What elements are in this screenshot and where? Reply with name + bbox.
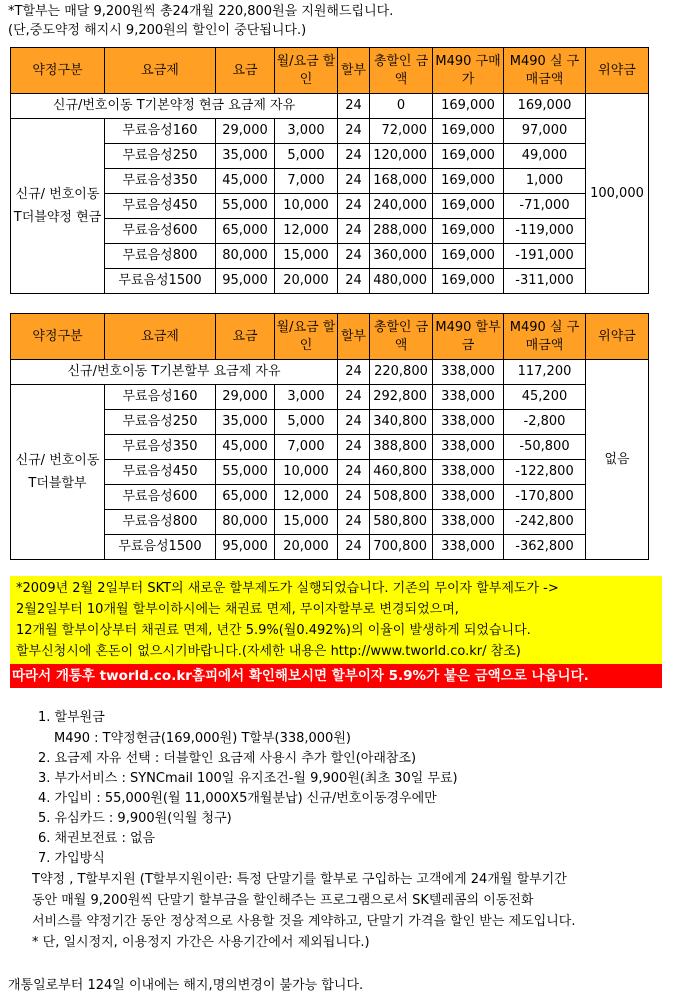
discount-cell: 5,000 — [275, 144, 338, 169]
actual-price-cell: -311,000 — [504, 269, 586, 294]
table-row — [11, 244, 649, 269]
discount-cell: 5,000 — [275, 410, 338, 435]
item-text: 할부원금 — [54, 710, 105, 725]
table-row — [11, 119, 649, 144]
header-cell: 약정구분 — [11, 314, 105, 360]
months-cell: 24 — [338, 219, 370, 244]
item-text: 채권보전료 : 없음 — [54, 831, 156, 846]
price-cell: 169,000 — [433, 194, 504, 219]
table-row — [11, 269, 649, 294]
item-text: 유심카드 : 9,900원(익월 청구) — [54, 811, 232, 826]
months-cell: 24 — [338, 244, 370, 269]
plan-cell: 무료음성450 — [105, 194, 216, 219]
actual-price-cell: -170,800 — [504, 485, 586, 510]
plan-cell: 무료음성350 — [105, 169, 216, 194]
notice-line: *2009년 2월 2일부터 SKT의 새로운 할부제도가 실행되었습니다. 기존의 무이자 할부제도가 -> — [16, 581, 559, 596]
price-cell: 338,000 — [433, 485, 504, 510]
item-text: 가입비 : 55,000원(월 11,000X5개월분납) 신규/번호이동경우에만 — [54, 791, 437, 806]
total-discount-cell: 72,000 — [370, 119, 433, 144]
table-row — [11, 410, 649, 435]
table-row — [11, 385, 649, 410]
item-number: 5. — [38, 811, 51, 826]
intro-text — [8, 2, 393, 40]
group-label-cell: 신규/ 번호이동 T더블약정 현금 — [11, 119, 105, 294]
header-cell: 약정구분 — [11, 48, 105, 94]
plan-cell: 무료음성250 — [105, 410, 216, 435]
months-cell: 24 — [338, 119, 370, 144]
months-cell: 24 — [338, 144, 370, 169]
discount-cell: 10,000 — [275, 194, 338, 219]
price-cell: 338,000 — [433, 410, 504, 435]
discount-cell: 12,000 — [275, 219, 338, 244]
total-discount-cell: 340,800 — [370, 410, 433, 435]
price-cell: 338,000 — [433, 460, 504, 485]
header-cell: 요금제 — [105, 48, 216, 94]
actual-price-cell: -119,000 — [504, 219, 586, 244]
table-row — [11, 435, 649, 460]
months-cell: 24 — [338, 435, 370, 460]
header-cell: 월/요금 할인 — [275, 48, 338, 94]
header-cell: M490 실 구매금액 — [504, 314, 586, 360]
price-cell: 338,000 — [433, 510, 504, 535]
table-row — [11, 94, 649, 119]
header-cell: 요금제 — [105, 314, 216, 360]
actual-price-cell: 45,200 — [504, 385, 586, 410]
fee-cell: 55,000 — [216, 194, 275, 219]
actual-price-cell: 49,000 — [504, 144, 586, 169]
price-cell: 338,000 — [433, 535, 504, 560]
item-number: 2. — [38, 751, 51, 766]
months-cell: 24 — [338, 385, 370, 410]
total-discount-cell: 292,800 — [370, 385, 433, 410]
plan-cell: 무료음성1500 — [105, 269, 216, 294]
discount-cell: 12,000 — [275, 485, 338, 510]
fee-cell: 45,000 — [216, 435, 275, 460]
discount-cell: 20,000 — [275, 269, 338, 294]
item-number: 3. — [38, 771, 51, 786]
total-discount-cell: 388,800 — [370, 435, 433, 460]
discount-cell: 7,000 — [275, 169, 338, 194]
item-number: 1. — [38, 710, 51, 725]
item-sub-text: * 단, 일시정지, 이용정지 가간은 사용기간에서 제외됩니다.) — [32, 935, 370, 950]
table-header-row — [11, 48, 649, 94]
plan-cell: 무료음성160 — [105, 119, 216, 144]
t-installment-table — [10, 313, 649, 560]
fee-cell: 65,000 — [216, 485, 275, 510]
fee-cell: 55,000 — [216, 460, 275, 485]
header-cell: M490 구매가 — [433, 48, 504, 94]
total-discount-cell: 580,800 — [370, 510, 433, 535]
item-text: 가입방식 — [54, 851, 105, 866]
table-row — [11, 360, 649, 385]
intro-line-2: (단,중도약정 해지시 9,200원의 할인이 중단됩니다.) — [8, 23, 307, 38]
months-cell: 24 — [338, 410, 370, 435]
header-cell: 할부 — [338, 314, 370, 360]
notice-line: 할부신청시에 혼돈이 없으시기바랍니다.(자세한 내용은 http://www.tworld.co.kr/ 참조) — [16, 644, 521, 659]
list-item — [38, 789, 678, 809]
group-label-cell: 신규/ 번호이동 T더블할부 — [11, 385, 105, 560]
price-cell: 169,000 — [433, 244, 504, 269]
notice-line: 12개월 할부이상부터 채권료 면제, 년간 5.9%(월0.492%)의 이율이 발생하게 되었습니다. — [16, 623, 531, 638]
t-contract-cash-table — [10, 47, 649, 294]
discount-cell: 3,000 — [275, 119, 338, 144]
fee-cell: 45,000 — [216, 169, 275, 194]
total-discount-cell: 508,800 — [370, 485, 433, 510]
total-discount-cell: 220,800 — [370, 360, 433, 385]
item-text: 요금제 자유 선택 : 더블할인 요금제 사용시 추가 할인(아래참조) — [54, 751, 417, 766]
list-item — [38, 708, 678, 749]
months-cell: 24 — [338, 460, 370, 485]
plan-cell: 무료음성250 — [105, 144, 216, 169]
discount-cell: 7,000 — [275, 435, 338, 460]
table-row — [11, 460, 649, 485]
months-cell: 24 — [338, 535, 370, 560]
months-cell: 24 — [338, 194, 370, 219]
months-cell: 24 — [338, 269, 370, 294]
fee-cell: 95,000 — [216, 535, 275, 560]
installment-notice — [10, 576, 662, 688]
header-cell: 할부 — [338, 48, 370, 94]
item-number: 6. — [38, 831, 51, 846]
fee-cell: 29,000 — [216, 385, 275, 410]
list-item — [38, 749, 678, 769]
total-discount-cell: 288,000 — [370, 219, 433, 244]
total-discount-cell: 460,800 — [370, 460, 433, 485]
price-cell: 169,000 — [433, 269, 504, 294]
total-discount-cell: 240,000 — [370, 194, 433, 219]
header-cell: M490 할부금 — [433, 314, 504, 360]
months-cell: 24 — [338, 485, 370, 510]
actual-price-cell: 169,000 — [504, 94, 586, 119]
actual-price-cell: 97,000 — [504, 119, 586, 144]
fee-cell: 35,000 — [216, 144, 275, 169]
months-cell: 24 — [338, 510, 370, 535]
table-row — [11, 194, 649, 219]
item-number: 7. — [38, 851, 51, 866]
plan-cell: 무료음성1500 — [105, 535, 216, 560]
plan-cell: 무료음성600 — [105, 219, 216, 244]
total-discount-cell: 168,000 — [370, 169, 433, 194]
notice-red-line: 따라서 개통후 tworld.co.kr홈피에서 확인해보시면 할부이자 5.9%가 붙은 금액으로 나옵니다. — [10, 664, 662, 688]
price-cell: 338,000 — [433, 385, 504, 410]
actual-price-cell: -122,800 — [504, 460, 586, 485]
header-cell: 요금 — [216, 48, 275, 94]
list-item — [38, 769, 678, 789]
fee-cell: 29,000 — [216, 119, 275, 144]
header-cell: 총할인 금액 — [370, 314, 433, 360]
item-number: 4. — [38, 791, 51, 806]
actual-price-cell: 1,000 — [504, 169, 586, 194]
list-item — [38, 829, 678, 849]
item-sub-text: T약정 , T할부지원 (T할부지원이란: 특정 단말기를 할부로 구입하는 고객에게 24개월 할부기간 — [32, 872, 567, 887]
penalty-cell: 없음 — [586, 360, 649, 560]
actual-price-cell: -242,800 — [504, 510, 586, 535]
actual-price-cell: -362,800 — [504, 535, 586, 560]
table-row — [11, 219, 649, 244]
price-cell: 169,000 — [433, 119, 504, 144]
list-item — [38, 809, 678, 829]
plan-cell: 무료음성160 — [105, 385, 216, 410]
item-sub-text: 동안 매월 9,200원씩 단말기 할부금을 할인해주는 프로그램으로서 SK텔레콤의 이동전화 — [32, 893, 534, 908]
months-cell: 24 — [338, 360, 370, 385]
table-row — [11, 169, 649, 194]
table-header-row — [11, 314, 649, 360]
total-discount-cell: 480,000 — [370, 269, 433, 294]
discount-cell: 15,000 — [275, 510, 338, 535]
months-cell: 24 — [338, 94, 370, 119]
table-row — [11, 144, 649, 169]
notice-line: 2월2일부터 10개월 할부이하시에는 채권료 면제, 무이자할부로 변경되었으며, — [16, 602, 459, 617]
total-discount-cell: 0 — [370, 94, 433, 119]
penalty-cell: 100,000 — [586, 94, 649, 294]
header-cell: 요금 — [216, 314, 275, 360]
notice-yellow-box — [10, 576, 662, 664]
plan-cell: 무료음성450 — [105, 460, 216, 485]
price-cell: 169,000 — [433, 144, 504, 169]
basic-plan-label: 신규/번호이동 T기본할부 요금제 자유 — [11, 360, 338, 385]
info-list — [0, 708, 678, 953]
price-cell: 169,000 — [433, 169, 504, 194]
months-cell: 24 — [338, 169, 370, 194]
price-cell: 169,000 — [433, 219, 504, 244]
header-cell: 총할인 금액 — [370, 48, 433, 94]
fee-cell: 95,000 — [216, 269, 275, 294]
discount-cell: 15,000 — [275, 244, 338, 269]
list-item — [32, 849, 678, 953]
fee-cell: 80,000 — [216, 510, 275, 535]
item-text: 부가서비스 : SYNCmail 100일 유지조건-월 9,900원(최초 30일 무료) — [54, 771, 458, 786]
item-sub-text: 서비스를 약정기간 동안 정상적으로 사용할 것을 계약하고, 단말기 가격을 할인 받는 제도입니다. — [32, 914, 576, 929]
discount-cell: 10,000 — [275, 460, 338, 485]
item-sub-text: M490 : T약정현금(169,000원) T할부(338,000원) — [54, 731, 351, 746]
total-discount-cell: 360,000 — [370, 244, 433, 269]
fee-cell: 35,000 — [216, 410, 275, 435]
table-row — [11, 535, 649, 560]
actual-price-cell: -71,000 — [504, 194, 586, 219]
actual-price-cell: -2,800 — [504, 410, 586, 435]
fee-cell: 80,000 — [216, 244, 275, 269]
price-cell: 169,000 — [433, 94, 504, 119]
discount-cell: 3,000 — [275, 385, 338, 410]
header-cell: 위약금 — [586, 48, 649, 94]
header-cell: M490 실 구매금액 — [504, 48, 586, 94]
total-discount-cell: 120,000 — [370, 144, 433, 169]
fee-cell: 65,000 — [216, 219, 275, 244]
actual-price-cell: 117,200 — [504, 360, 586, 385]
plan-cell: 무료음성350 — [105, 435, 216, 460]
plan-cell: 무료음성800 — [105, 244, 216, 269]
table-row — [11, 485, 649, 510]
actual-price-cell: -191,000 — [504, 244, 586, 269]
header-cell: 위약금 — [586, 314, 649, 360]
discount-cell: 20,000 — [275, 535, 338, 560]
total-discount-cell: 700,800 — [370, 535, 433, 560]
plan-cell: 무료음성600 — [105, 485, 216, 510]
actual-price-cell: -50,800 — [504, 435, 586, 460]
price-cell: 338,000 — [433, 435, 504, 460]
footer-note: 개통일로부터 124일 이내에는 해지,명의변경이 불가능 합니다. — [8, 978, 364, 993]
table-row — [11, 510, 649, 535]
plan-cell: 무료음성800 — [105, 510, 216, 535]
intro-line-1: *T할부는 매달 9,200원씩 총24개월 220,800원을 지원해드립니다. — [8, 4, 394, 19]
price-cell: 338,000 — [433, 360, 504, 385]
basic-plan-label: 신규/번호이동 T기본약정 현금 요금제 자유 — [11, 94, 338, 119]
header-cell: 월/요금 할인 — [275, 314, 338, 360]
